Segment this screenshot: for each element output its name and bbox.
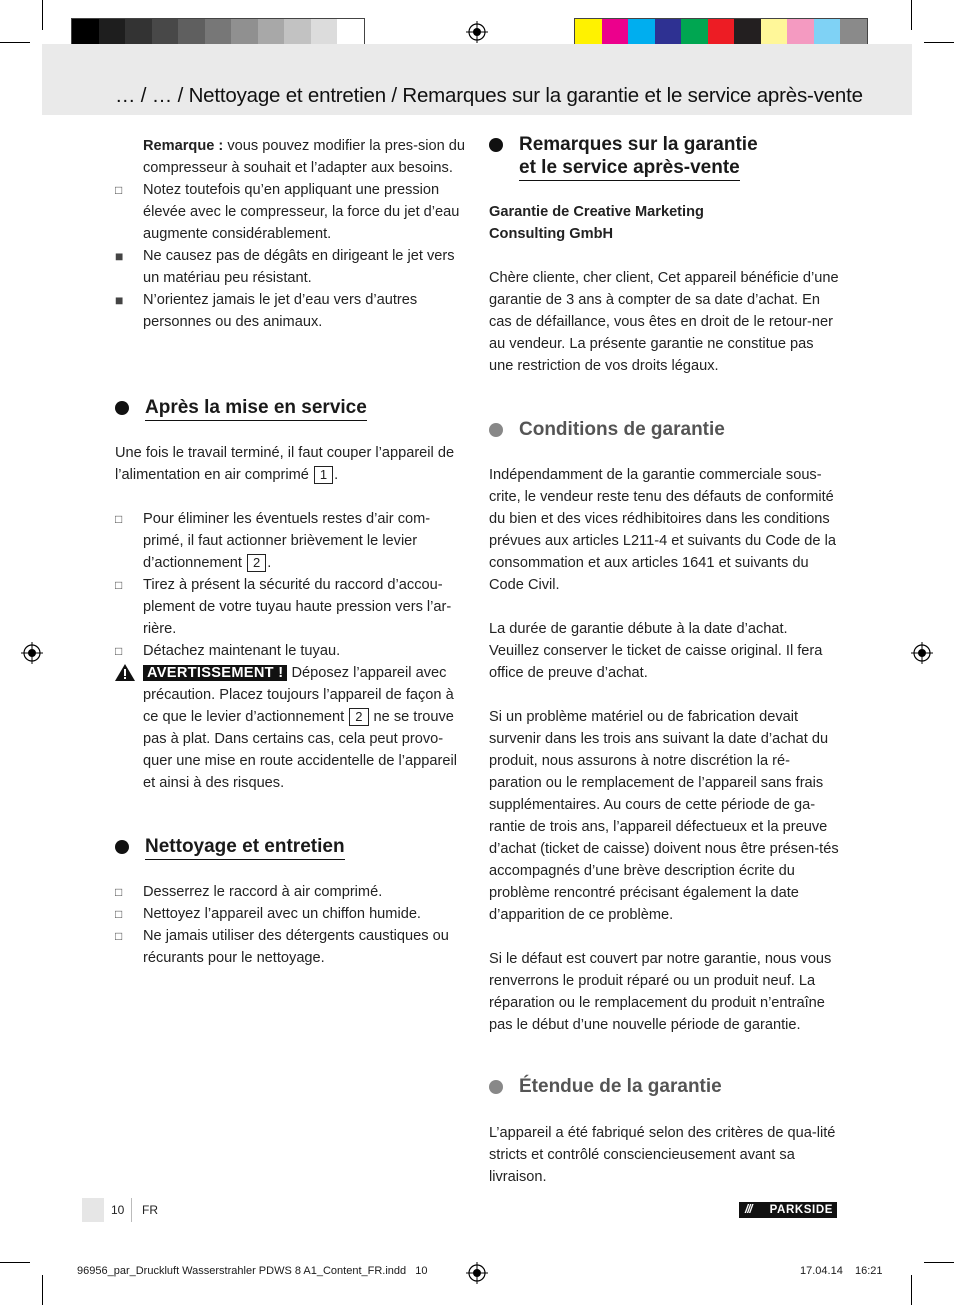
registration-mark-icon — [466, 1262, 488, 1284]
list-item — [115, 881, 467, 903]
section-heading-text: Nettoyage et entretien — [145, 836, 345, 860]
grayscale-color-bar — [71, 18, 365, 46]
crop-mark — [42, 1275, 43, 1305]
section-heading-cleaning — [115, 836, 345, 860]
list-item: □ Pour éliminer les éventuels restes d’air com-primé, il faut actionner brièvement le levier d’actionnement 2 . — [115, 508, 467, 574]
list-item-text: Tirez à présent la sécurité du raccord d’accou-plement de votre tuyau haute pression vers l’ar-rière. — [143, 577, 452, 637]
crop-mark — [911, 1275, 912, 1305]
color-swatch — [708, 19, 735, 45]
reference-number-box: 2 — [349, 708, 368, 726]
list-item-text: Ne causez pas de dégâts en dirigeant le jet vers un matériau peu résistant. — [143, 248, 455, 286]
list-item — [115, 903, 467, 925]
color-swatch — [205, 19, 232, 45]
heading-line-1: Remarques sur la garantie — [519, 134, 758, 155]
conditions-paragraph: Si un problème matériel ou de fabrication devait survenir dans les trois ans suivant la date d’achat du produit, nous assurons à notre discrétion la ré-paration ou le remplacement de l’appareil sans frais supplémentaires. Au cours de cette période de ga-rantie de trois ans, l’appareil défectueux et la preuve d’achat (ticket de caisse) doivent nous être présen-tés accompagnés d’une brève description écrite du problème rencontré précisant également la date d’apparition de ce problème. — [489, 709, 839, 923]
after-use-intro-text: Une fois le travail terminé, il faut couper l’appareil de l’alimentation en air comprimé — [115, 445, 455, 483]
list-item-text: Détachez maintenant le tuyau. — [143, 643, 341, 659]
color-swatch — [99, 19, 126, 45]
warning-text-continued: ne se trouve pas à plat. Dans certains cas, cela peut provo-quer une mise en route accidentelle de l’appareil et ainsi à des risques. — [143, 709, 457, 791]
section-heading-text: Étendue de la garantie — [519, 1076, 722, 1097]
conditions-paragraph: Si le défaut est couvert par notre garantie, nous vous renverrons le produit réparé ou un produit neuf. La réparation ou le remplacement du produit n’entraîne pas le début d’une nouvelle période de garantie. — [489, 951, 832, 1033]
checkbox-square-icon: □ — [115, 183, 123, 197]
list-item-text: Nettoyez l’appareil avec un chiffon humide. — [143, 906, 421, 922]
list-item — [115, 574, 467, 640]
list-item-text: Notez toutefois qu’en appliquant une pression élevée avec le compresseur, la force du jet d’eau augmente considérablement. — [143, 182, 460, 242]
list-item-text: Desserrez le raccord à air comprimé. — [143, 884, 383, 900]
heading-line-2: et le service après-vente — [519, 157, 740, 181]
checkbox-square-icon: □ — [115, 578, 123, 592]
crop-mark — [0, 1262, 30, 1263]
list-item — [115, 179, 467, 245]
section-heading-text: Conditions de garantie — [519, 419, 725, 440]
bullet-dot-icon — [489, 1080, 503, 1094]
color-swatch — [178, 19, 205, 45]
list-item — [115, 289, 467, 333]
crop-mark — [0, 42, 30, 43]
bullet-dot-icon — [115, 840, 129, 854]
color-swatch — [655, 19, 682, 45]
after-use-intro: Une fois le travail terminé, il faut couper l’appareil de l’alimentation en air comprimé 1 . — [115, 445, 455, 483]
color-swatch — [840, 19, 867, 45]
conditions-paragraph: La durée de garantie débute à la date d’achat. Veuillez conserver le ticket de caisse original. Il fera office de preuve d’achat. — [489, 621, 823, 681]
process-color-bar — [574, 18, 868, 46]
print-slug-date: 17.04.14 — [800, 1265, 843, 1277]
registration-mark-icon — [466, 21, 488, 43]
color-swatch — [761, 19, 788, 45]
print-slug-time: 16:21 — [855, 1265, 883, 1277]
color-swatch — [125, 19, 152, 45]
color-swatch — [787, 19, 814, 45]
scope-paragraph: L’appareil a été fabriqué selon des critères de qua-lité stricts et contrôlé consciencieusement avant sa livraison. — [489, 1125, 836, 1185]
color-swatch — [575, 19, 602, 45]
remark-paragraph — [115, 135, 467, 179]
crop-mark — [924, 42, 954, 43]
checkbox-square-icon: □ — [115, 512, 123, 526]
color-swatch — [602, 19, 629, 45]
color-swatch — [681, 19, 708, 45]
list-item — [115, 925, 467, 969]
reference-number-box: 2 — [247, 554, 266, 572]
list-item-text: N’orientez jamais le jet d’eau vers d’autres personnes ou des animaux. — [143, 292, 418, 330]
color-swatch — [72, 19, 99, 45]
after-use-body — [115, 442, 467, 794]
checkbox-square-icon: □ — [115, 929, 123, 943]
color-swatch — [628, 19, 655, 45]
footer-tab — [82, 1198, 104, 1222]
section-heading-warranty — [489, 134, 758, 181]
bullet-dot-icon — [489, 423, 503, 437]
color-swatch — [258, 19, 285, 45]
warranty-body — [489, 201, 841, 377]
checkbox-square-icon: □ — [115, 644, 123, 658]
color-swatch — [734, 19, 761, 45]
breadcrumb: … / … / Nettoyage et entretien / Remarques sur la garantie et le service après-vente — [115, 84, 863, 107]
warning-label: AVERTISSEMENT ! — [143, 665, 287, 681]
filled-square-bullet-icon: ■ — [115, 292, 124, 308]
warning-paragraph — [115, 662, 467, 794]
section-heading-conditions — [489, 419, 725, 442]
warranty-paragraph: Chère cliente, cher client, Cet appareil bénéficie d’une garantie de 3 ans à compter de sa date d’achat. En cas de défaillance, vous êtes en droit de le retour-ner au vendeur. La présente garantie ne constitue pas une restriction de vos droits légaux. — [489, 270, 839, 374]
checkbox-square-icon: □ — [115, 885, 123, 899]
color-swatch — [152, 19, 179, 45]
brand-name: PARKSIDE — [769, 1204, 833, 1216]
remark-text: vous pouvez modifier la pres-sion du compresseur à souhait et l’adapter aux besoins. — [143, 138, 466, 176]
color-swatch — [337, 19, 364, 45]
remark-label: Remarque : — [143, 138, 224, 154]
list-item — [115, 245, 467, 289]
print-slug-file: 96956_par_Druckluft Wasserstrahler PDWS 8 A1_Content_FR.indd 10 — [77, 1265, 428, 1277]
crop-mark — [924, 1262, 954, 1263]
warning-triangle-icon — [115, 664, 135, 688]
color-swatch — [231, 19, 258, 45]
section-heading-scope — [489, 1076, 722, 1099]
section-heading-after-use — [115, 397, 367, 421]
cleaning-body — [115, 881, 467, 969]
color-swatch — [311, 19, 338, 45]
list-item-text: Ne jamais utiliser des détergents caustiques ou récurants pour le nettoyage. — [143, 928, 449, 966]
page-number: 10 — [111, 1203, 125, 1217]
footer-divider — [131, 1198, 132, 1222]
left-column — [115, 135, 467, 333]
section-heading-text — [519, 134, 758, 181]
registration-mark-icon — [21, 642, 43, 664]
reference-number-box: 1 — [314, 466, 333, 484]
warranty-subheading: Garantie de Creative Marketing Consulting GmbH — [489, 204, 704, 242]
scope-body — [489, 1122, 841, 1188]
registration-mark-icon — [911, 642, 933, 664]
language-code: FR — [142, 1203, 158, 1217]
checkbox-square-icon: □ — [115, 907, 123, 921]
conditions-body — [489, 464, 841, 1036]
crop-mark — [42, 0, 43, 30]
list-item-text: Pour éliminer les éventuels restes d’air com-primé, il faut actionner brièvement le levier d’actionnement — [143, 511, 431, 571]
brand-logo — [739, 1202, 837, 1218]
color-swatch — [814, 19, 841, 45]
warning-text: Déposez l’appareil avec précaution. Placez toujours l’appareil de façon à ce que le levier d’actionnement — [143, 665, 454, 725]
list-item — [115, 640, 467, 662]
bullet-dot-icon — [115, 401, 129, 415]
filled-square-bullet-icon: ■ — [115, 248, 124, 264]
crop-mark — [911, 0, 912, 30]
color-swatch — [284, 19, 311, 45]
brand-slashes: /// — [745, 1204, 752, 1216]
section-heading-text: Après la mise en service — [145, 397, 367, 421]
bullet-dot-icon — [489, 138, 503, 152]
conditions-paragraph: Indépendamment de la garantie commerciale sous-crite, le vendeur reste tenu des défauts de conformité du bien et des vices rédhibitoires dans les conditions prévues aux articles L211-4 et suivants du Code de la consommation et aux articles 1641 et suivants du Code Civil. — [489, 467, 836, 593]
